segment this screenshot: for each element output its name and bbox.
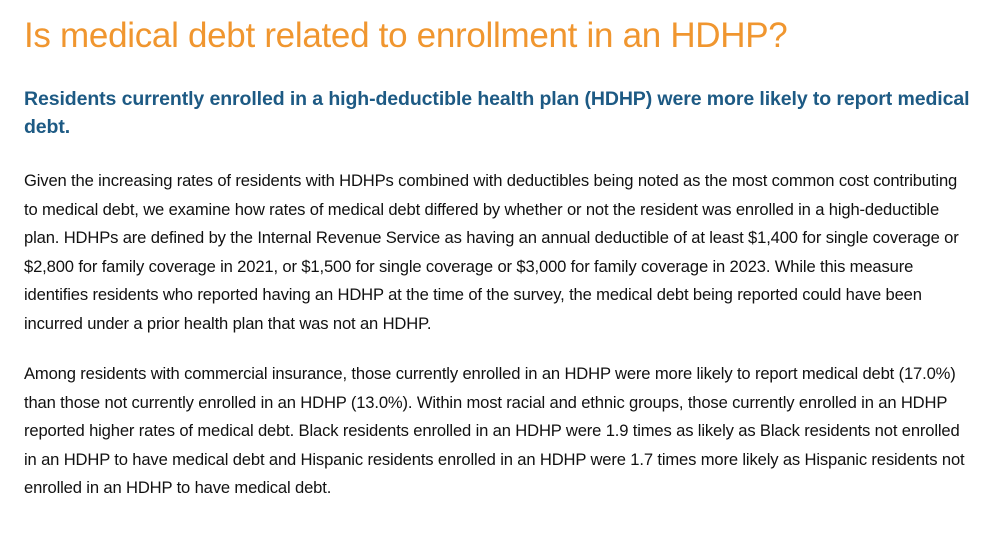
body-paragraph-hdhp-definition: Given the increasing rates of residents with HDHPs combined with deductibles being noted as the most common cost contributing to medical debt, we examine how rates of medical debt differed by whether or not the resident was enrolled in a high-deductible plan. HDHPs are defined by the Internal Revenue Service as having an annual deductible of at least $1,400 for single coverage or $2,800 for family coverage in 2021, or $1,500 for single coverage or $3,000 for family coverage in 2023. While this measure identifies residents who reported having an HDHP at the time of the survey, the medical debt being reported could have been incurred under a prior health plan that was not an HDHP.	[24, 171, 959, 333]
page-title: Is medical debt related to enrollment in an HDHP?	[24, 16, 788, 55]
document-page	[24, 0, 974, 503]
body-paragraph-hdhp-findings: Among residents with commercial insurance, those currently enrolled in an HDHP were more likely to report medical debt (17.0%) than those not currently enrolled in an HDHP (13.0%). Within most racial and ethnic groups, those currently enrolled in an HDHP reported higher rates of medical debt. Black residents enrolled in an HDHP were 1.9 times as likely as Black residents not enrolled in an HDHP to have medical debt and Hispanic residents enrolled in an HDHP were 1.7 times more likely as Hispanic residents not enrolled in an HDHP to have medical debt.	[24, 364, 965, 497]
section-subtitle: Residents currently enrolled in a high-deductible health plan (HDHP) were more likely to report medical debt.	[24, 88, 970, 138]
